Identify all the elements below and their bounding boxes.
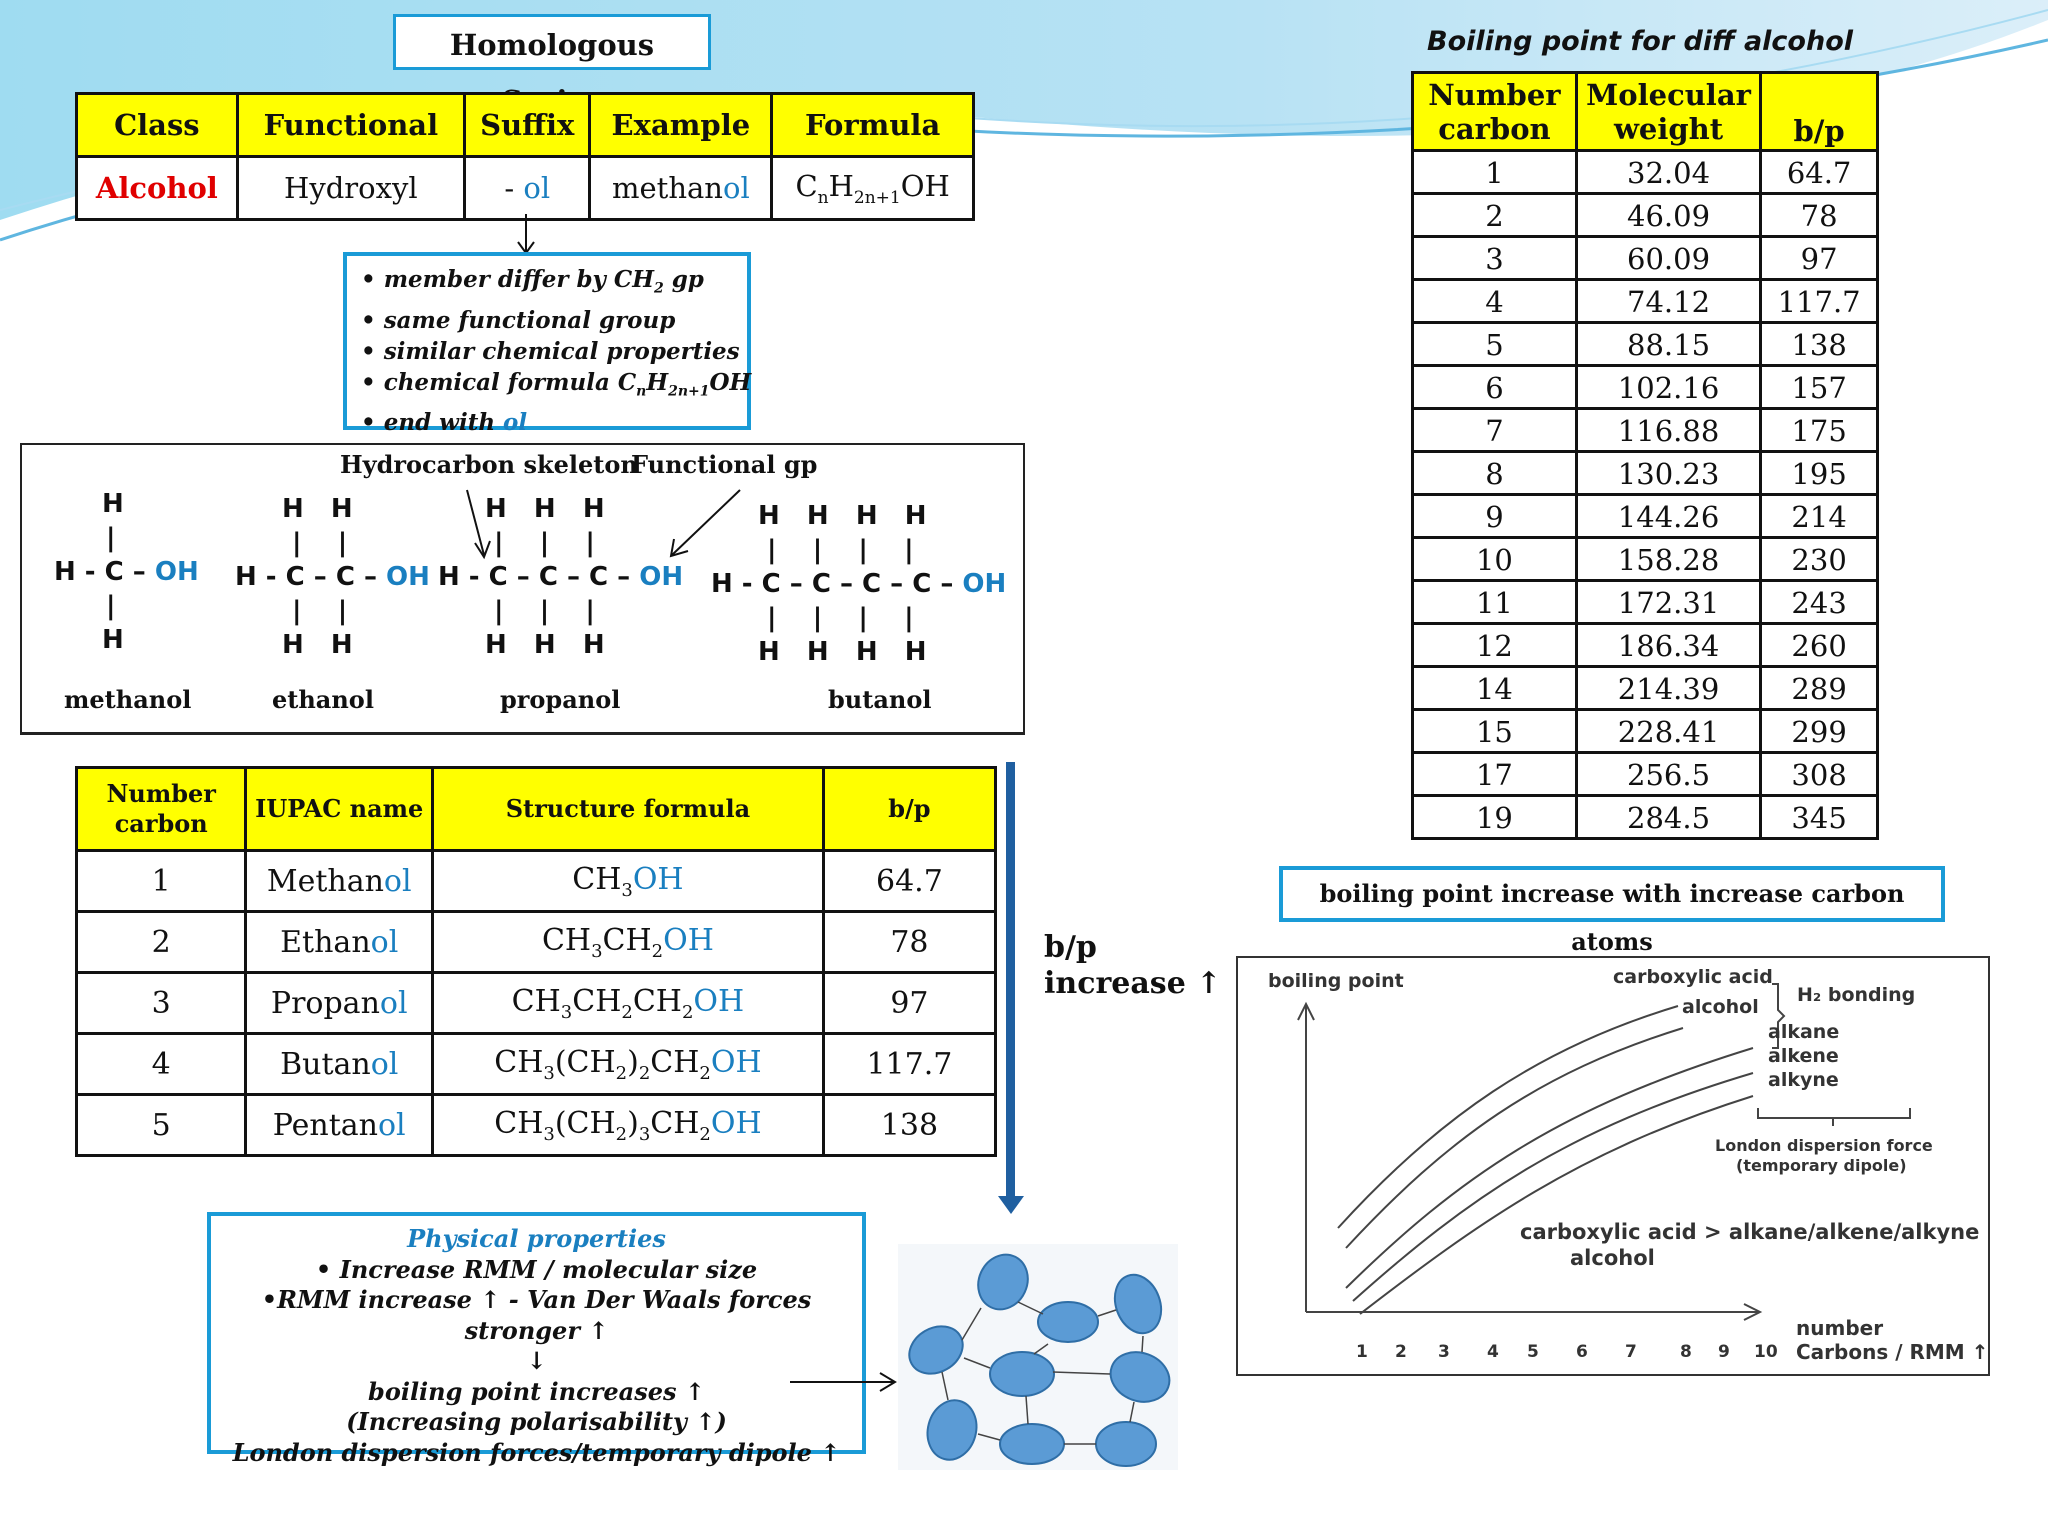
table-row xyxy=(1413,151,1878,194)
temporary-dipole-label: (temporary dipole) xyxy=(1736,1156,1907,1175)
table-cell: 214.39 xyxy=(1576,667,1760,710)
table-row xyxy=(1413,624,1878,667)
name-ethanol: ethanol xyxy=(272,685,374,714)
physical-line: (Increasing polarisability ↑) xyxy=(346,1407,727,1436)
table-cell: 102.16 xyxy=(1576,366,1760,409)
physical-title: Physical properties xyxy=(407,1224,666,1253)
right-arrow-icon xyxy=(790,1370,900,1394)
property-line: • chemical formula $C_nH_{2n+1}OH$ xyxy=(361,368,752,400)
bp-increase-label: b/p increase ↑ xyxy=(1044,930,1222,1001)
x-tick-label: 7 xyxy=(1625,1342,1637,1362)
iupac-table xyxy=(75,766,997,1157)
bp-alcohol-table xyxy=(1411,71,1879,840)
arrow-head-icon xyxy=(998,1196,1024,1216)
table-cell: 195 xyxy=(1761,452,1878,495)
h2-bonding-label: H₂ bonding xyxy=(1797,984,1916,1006)
graph-xlabel-2: Carbons / RMM ↑ xyxy=(1796,1340,1989,1364)
x-tick-label: 8 xyxy=(1680,1342,1692,1362)
table-cell: 172.31 xyxy=(1576,581,1760,624)
compare-label-1: carboxylic acid > alkane/alkene/alkyne xyxy=(1520,1220,1980,1244)
table-row xyxy=(1413,796,1878,839)
table-row xyxy=(1413,323,1878,366)
compare-label-2: alcohol xyxy=(1570,1246,1655,1270)
table-cell: 230 xyxy=(1761,538,1878,581)
table-row xyxy=(1413,366,1878,409)
physical-line: • Increase RMM / molecular size xyxy=(315,1254,758,1284)
structural-formulas-box: Hydrocarbon skeleton Functional gp H | H - C – OH | H H H | | H - C – C – OH | | H H H H H | | | H - C – C – C – OH | | | H H H H H H H | | | | H - C – C – C – C – OH | | | | H H H H methanol ethanol propanol butanol xyxy=(20,443,1025,735)
cell-suffix xyxy=(464,157,589,220)
table-row: 4 Butanol $CH_3(CH_2)_2CH_2OH$ 117.7 xyxy=(77,1034,996,1095)
london-label: London dispersion force xyxy=(1715,1136,1933,1155)
header-structure-formula: Structure formula xyxy=(433,768,824,851)
table-cell: 243 xyxy=(1761,581,1878,624)
physical-line: London dispersion forces/temporary dipole ↑ xyxy=(232,1437,841,1467)
table-cell: 17 xyxy=(1413,753,1577,796)
curve-label-carboxylic: carboxylic acid xyxy=(1613,966,1773,988)
propanol-structure: H - C – C – C – OH xyxy=(438,562,684,592)
header-bp: b/p xyxy=(823,768,995,851)
table-cell: 78 xyxy=(1761,194,1878,237)
table-cell: 4 xyxy=(1413,280,1577,323)
table-cell: 8 xyxy=(1413,452,1577,495)
table-row xyxy=(1413,280,1878,323)
header-functional: Functional xyxy=(237,94,464,157)
x-tick-label: 5 xyxy=(1527,1342,1539,1362)
physical-line: boiling point increases ↑ xyxy=(368,1376,705,1406)
table-cell: 260 xyxy=(1761,624,1878,667)
table-cell: 64.7 xyxy=(1761,151,1878,194)
bp-increase-arrow xyxy=(1006,762,1015,1202)
example-suffix: ol xyxy=(722,171,750,205)
header-bp: b/p xyxy=(1761,73,1878,151)
table-cell: 7 xyxy=(1413,409,1577,452)
header-number-carbon: Number carbon xyxy=(77,768,246,851)
table-cell: 284.5 xyxy=(1576,796,1760,839)
table-cell: 157 xyxy=(1761,366,1878,409)
down-arrow-icon xyxy=(515,214,537,256)
table-cell: 3 xyxy=(1413,237,1577,280)
table-cell: 130.23 xyxy=(1576,452,1760,495)
table-row xyxy=(1413,581,1878,624)
table-row: 5 Pentanol $CH_3(CH_2)_3CH_2OH$ 138 xyxy=(77,1095,996,1156)
suffix-dash: - xyxy=(504,171,524,205)
table-cell: 88.15 xyxy=(1576,323,1760,366)
table-cell: 32.04 xyxy=(1576,151,1760,194)
physical-line: ↓ xyxy=(526,1346,547,1375)
table-cell: 256.5 xyxy=(1576,753,1760,796)
physical-line: •RMM increase ↑ - Van Der Waals forces stronger ↑ xyxy=(261,1285,812,1345)
label-hydrocarbon-skeleton: Hydrocarbon skeleton xyxy=(340,450,638,479)
table-cell: 1 xyxy=(1413,151,1577,194)
table-cell: 345 xyxy=(1761,796,1878,839)
table-cell: 9 xyxy=(1413,495,1577,538)
boiling-point-graph xyxy=(1236,956,1990,1376)
table-cell: 228.41 xyxy=(1576,710,1760,753)
physical-properties-box xyxy=(207,1212,866,1467)
homologous-series-title: Homologous Series xyxy=(393,14,711,70)
bp-alcohol-title: Boiling point for diff alcohol xyxy=(1426,26,1854,57)
table-row xyxy=(1413,409,1878,452)
table-cell: 6 xyxy=(1413,366,1577,409)
homologous-properties-box xyxy=(343,252,752,437)
table-cell: 299 xyxy=(1761,710,1878,753)
x-tick-label: 10 xyxy=(1754,1342,1778,1362)
table-cell: 97 xyxy=(1761,237,1878,280)
x-tick-label: 6 xyxy=(1576,1342,1588,1362)
label-functional-gp: Functional gp xyxy=(631,450,818,479)
homologous-table xyxy=(75,92,975,221)
table-cell: 144.26 xyxy=(1576,495,1760,538)
table-row xyxy=(1413,538,1878,581)
table-cell: 14 xyxy=(1413,667,1577,710)
table-cell: 158.28 xyxy=(1576,538,1760,581)
butanol-structure: H - C – C – C – C – OH xyxy=(711,569,1007,599)
x-tick-label: 3 xyxy=(1438,1342,1450,1362)
table-cell: 60.09 xyxy=(1576,237,1760,280)
curve-label-alkane: alkane xyxy=(1768,1021,1840,1043)
table-row: 2 Ethanol $CH_3CH_2OH$ 78 xyxy=(77,912,996,973)
table-cell: 117.7 xyxy=(1761,280,1878,323)
table-row xyxy=(1413,452,1878,495)
curve-label-alkyne: alkyne xyxy=(1768,1069,1839,1091)
name-butanol: butanol xyxy=(828,685,932,714)
x-tick-label: 2 xyxy=(1395,1342,1407,1362)
table-cell: 10 xyxy=(1413,538,1577,581)
table-cell: 19 xyxy=(1413,796,1577,839)
table-cell: 138 xyxy=(1761,323,1878,366)
table-cell: 214 xyxy=(1761,495,1878,538)
x-tick-label: 4 xyxy=(1487,1342,1499,1362)
ethanol-structure: H - C – C – OH xyxy=(235,562,430,592)
name-methanol: methanol xyxy=(64,685,192,714)
header-example: Example xyxy=(590,94,772,157)
table-row xyxy=(1413,194,1878,237)
cell-functional: Hydroxyl xyxy=(237,157,464,220)
header-iupac-name: IUPAC name xyxy=(246,768,433,851)
table-row: 1 Methanol $CH_3OH$ 64.7 xyxy=(77,851,996,912)
property-line: • end with ol xyxy=(361,409,528,437)
cell-class: Alcohol xyxy=(77,157,238,220)
table-row xyxy=(1413,495,1878,538)
table-cell: 5 xyxy=(1413,323,1577,366)
header-number-carbon: Number carbon xyxy=(1413,73,1577,151)
curve-label-alkene: alkene xyxy=(1768,1045,1839,1067)
table-row xyxy=(1413,710,1878,753)
table-cell: 15 xyxy=(1413,710,1577,753)
cell-formula: $C_nH_{2n+1}OH$ xyxy=(772,157,974,220)
table-cell: 46.09 xyxy=(1576,194,1760,237)
property-line: • same functional group xyxy=(361,306,676,334)
table-cell: 12 xyxy=(1413,624,1577,667)
table-cell: 175 xyxy=(1761,409,1878,452)
name-propanol: propanol xyxy=(500,685,621,714)
table-cell: 308 xyxy=(1761,753,1878,796)
graph-title: boiling point increase with increase carbon atoms xyxy=(1279,866,1945,922)
header-suffix: Suffix xyxy=(464,94,589,157)
table-row xyxy=(1413,237,1878,280)
property-line: • similar chemical properties xyxy=(361,337,740,365)
graph-ylabel: boiling point xyxy=(1268,970,1404,992)
x-tick-label: 1 xyxy=(1356,1342,1368,1362)
x-tick-label: 9 xyxy=(1718,1342,1730,1362)
graph-xlabel-1: number xyxy=(1796,1316,1884,1340)
table-cell: 186.34 xyxy=(1576,624,1760,667)
table-cell: 116.88 xyxy=(1576,409,1760,452)
molecules-illustration xyxy=(898,1244,1178,1470)
property-line: • member differ by $CH_2$ gp xyxy=(361,266,704,297)
table-row: 3 Propanol $CH_3CH_2CH_2OH$ 97 xyxy=(77,973,996,1034)
table-cell: 74.12 xyxy=(1576,280,1760,323)
header-molecular-weight: Molecular weight xyxy=(1576,73,1760,151)
header-class: Class xyxy=(77,94,238,157)
cell-example xyxy=(590,157,772,220)
curve-label-alcohol: alcohol xyxy=(1682,996,1759,1018)
suffix-ol: ol xyxy=(523,171,551,205)
table-cell: 11 xyxy=(1413,581,1577,624)
table-cell: 289 xyxy=(1761,667,1878,710)
methanol-structure: H - C – OH xyxy=(54,557,199,587)
example-stem: methan xyxy=(612,171,723,205)
header-formula: Formula xyxy=(772,94,974,157)
table-row xyxy=(1413,753,1878,796)
table-cell: 2 xyxy=(1413,194,1577,237)
table-row xyxy=(1413,667,1878,710)
